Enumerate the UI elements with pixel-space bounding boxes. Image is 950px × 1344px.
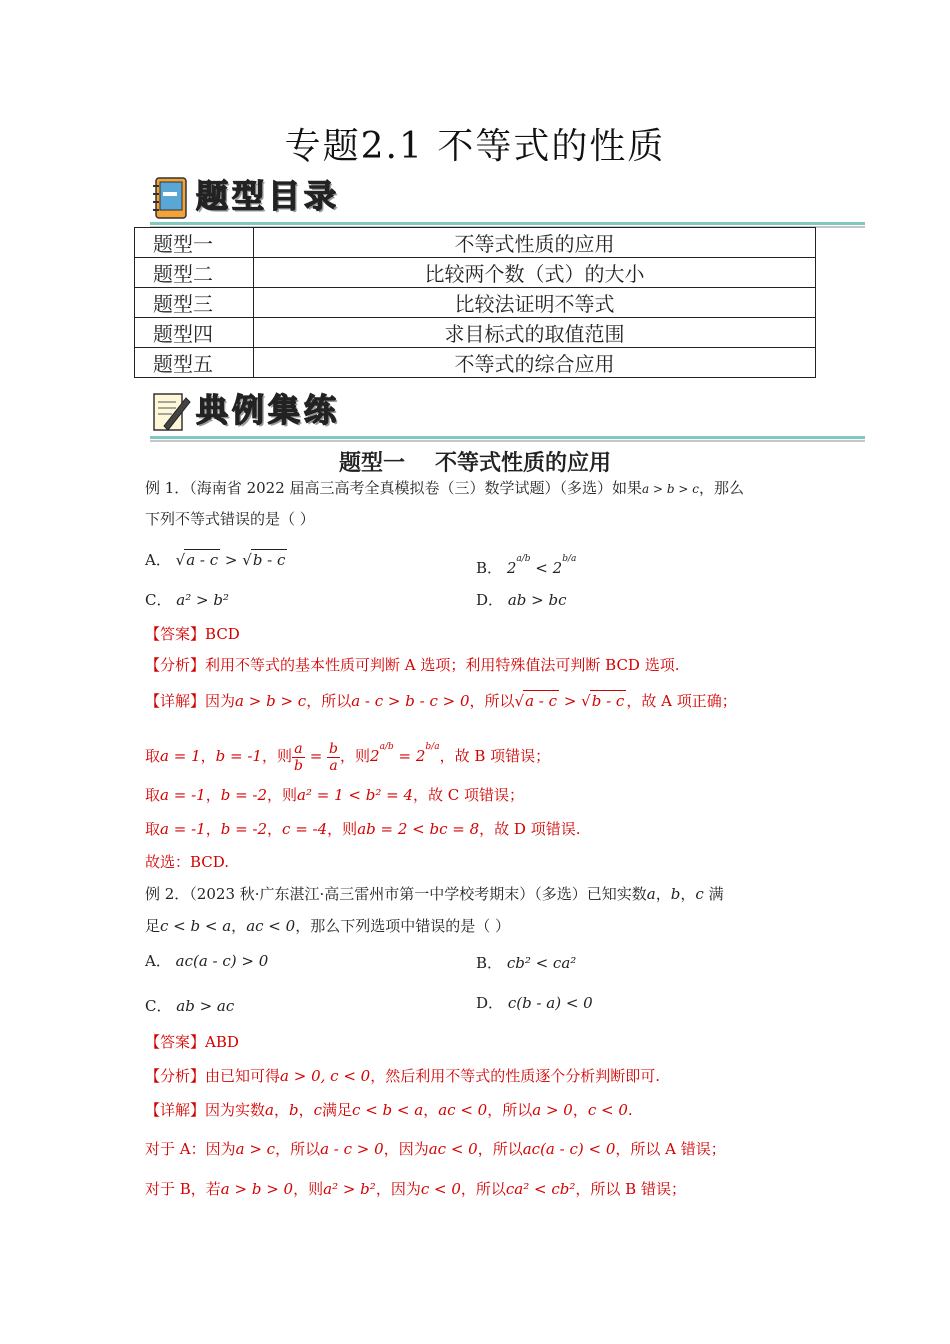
ex1-question: 例 1．（海南省 2022 届高三高考全真模拟卷（三）数学试题）（多选）如果a > b > c，那么 [145, 479, 744, 497]
ex1-detail: 【详解】因为a > b > c，所以a - c > b - c > 0，所以√a - c > √b - c ，故 A 项正确； [145, 692, 737, 710]
notebook-icon [150, 176, 192, 220]
ex2-option-d: D． c(b - a) < 0 [476, 994, 593, 1012]
ex1-detail-line3: 取a = -1，b = -2，则a² = 1 < b² = 4，故 C 项错误； [145, 786, 525, 804]
ex2-detail-b: 对于 B，若a > b > 0，则a² > b²，因为c < 0，所以ca² < cb²，所以 B 错误； [145, 1180, 686, 1198]
ex1-detail-line2: 取a = 1，b = -1，则 $\frac{a}{b}$ = $\frac{b}{a}$ ，则$2^{a/b} = 2^{b/a}$，故 B 项错误； [145, 740, 551, 774]
ex1-option-c: C． a² > b² [145, 591, 229, 609]
ex1-detail-line4: 取a = -1，b = -2，c = -4，则ab = 2 < bc = 8，故 D 项错误. [145, 820, 581, 838]
section-banner-examples [150, 388, 865, 444]
section-label: 典例集练 [196, 391, 341, 429]
section-label: 题型目录 [196, 177, 341, 215]
table-row: 题型二 比较两个数（式）的大小 [135, 258, 816, 288]
section-banner-toc [150, 174, 865, 230]
ex2-option-c: C． ab > ac [145, 997, 235, 1015]
ex2-detail: 【详解】因为实数a，b，c满足c < b < a，ac < 0，所以a > 0，c < 0. [145, 1101, 633, 1119]
table-row: 题型一 不等式性质的应用 [135, 228, 816, 258]
ex2-detail-a: 对于 A：因为a > c，所以a - c > 0，因为ac < 0，所以ac(a - c) < 0，所以 A 错误； [145, 1140, 726, 1158]
pen-paper-icon [150, 390, 192, 434]
ex1-option-a: A． √a - c > √b - c [145, 551, 286, 569]
ex1-answer: 【答案】BCD [145, 625, 240, 643]
ex2-question-line2: 足c < b < a，ac < 0，那么下列选项中错误的是（ ） [145, 917, 510, 935]
table-row: 题型三 比较法证明不等式 [135, 288, 816, 318]
ex1-analysis: 【分析】利用不等式的基本性质可判断 A 选项；利用特殊值法可判断 BCD 选项. [145, 656, 680, 674]
ex2-answer: 【答案】ABD [145, 1033, 239, 1051]
page-title: 专题2.1 不等式的性质 [284, 126, 666, 167]
table-row: 题型五 不等式的综合应用 [135, 348, 816, 378]
ex1-conclusion: 故选：BCD. [145, 853, 230, 871]
table-row: 题型四 求目标式的取值范围 [135, 318, 816, 348]
ex2-analysis: 【分析】由已知可得a > 0, c < 0，然后利用不等式的性质逐个分析判断即可. [145, 1067, 660, 1085]
ex2-question: 例 2．（2023 秋·广东湛江·高三雷州市第一中学校考期末）（多选）已知实数a，b，c 满 [145, 885, 724, 903]
ex2-option-a: A． ac(a - c) > 0 [145, 952, 269, 970]
ex2-option-b: B． cb² < ca² [476, 954, 577, 972]
toc-table [134, 227, 816, 378]
section-heading: 题型一 不等式性质的应用 [338, 451, 612, 476]
ex1-question-line2: 下列不等式错误的是（ ） [145, 510, 315, 528]
ex1-option-b: B． $2^{a/b} < 2^{b/a}$ [476, 554, 577, 577]
ex1-option-d: D． ab > bc [476, 591, 567, 609]
